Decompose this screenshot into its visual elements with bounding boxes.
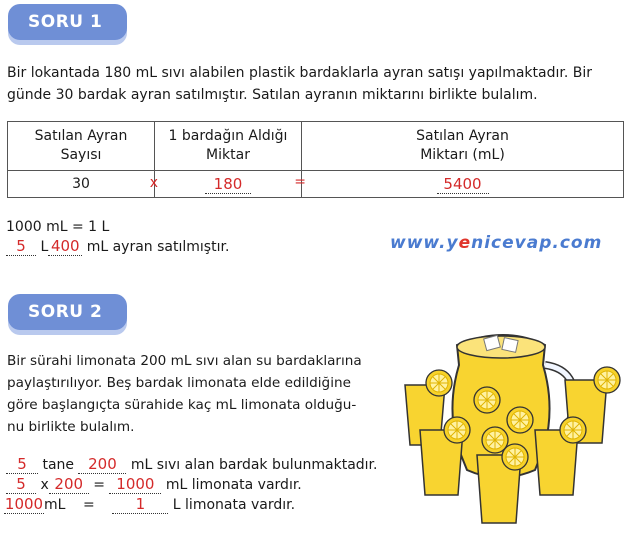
question-2-text-line-2: paylaştırılıyor. Beş bardak limonata elde edildiğine — [7, 375, 351, 391]
header-sold-count: Satılan Ayran Sayısı — [8, 122, 155, 171]
answer-ml: 400 — [48, 237, 82, 256]
answer-liters: 5 — [6, 237, 36, 256]
question-1-badge — [8, 4, 127, 40]
header-sold-amount: Satılan Ayran Miktarı (mL) — [302, 122, 624, 171]
question-2-text — [7, 350, 397, 438]
question-1-answer: 5 L 400 mL ayran satılmıştır. — [6, 237, 229, 256]
cell-amount — [155, 171, 306, 198]
answer-cup-amount: 180 — [205, 175, 251, 194]
question-2-text-line-4: nu birlikte bulalım. — [7, 419, 135, 435]
question-2-text-line-1: Bir sürahi limonata 200 mL sıvı alan su bardaklarına — [7, 353, 362, 369]
glass-5 — [477, 444, 528, 523]
question-2-line-1: 5 tane 200 mL sıvı alan bardak bulunmaktadır. — [6, 455, 377, 474]
question-1-badge-label: SORU 1 — [28, 12, 103, 32]
watermark: www.yenicevap.com — [390, 233, 603, 253]
question-2-line-2: 5 x 200 = 1000 mL limonata vardır. — [6, 475, 302, 494]
question-2-text-line-3: göre başlangıçta sürahide kaç mL limonata olduğu- — [7, 397, 357, 413]
cell-total — [302, 171, 624, 198]
equals-sign: = — [294, 174, 306, 190]
answer-total-ml: 5400 — [437, 175, 489, 194]
conversion-text: 1000 mL = 1 L — [6, 219, 110, 235]
question-2-badge — [8, 294, 127, 330]
header-cup-capacity: 1 bardağın Aldığı Miktar — [155, 122, 302, 171]
question-2-badge-label: SORU 2 — [28, 302, 103, 322]
question-2-line-3: 1000mL = 1 L limonata vardır. — [4, 495, 296, 513]
times-sign: x — [149, 175, 158, 191]
cell-count: 30 x — [8, 171, 155, 198]
lemonade-illustration — [395, 325, 630, 530]
ayran-table — [7, 121, 624, 198]
question-1-text-line-1: Bir lokantada 180 mL sıvı alabilen plastik bardaklarla ayran satışı yapılmaktadır. Bir — [7, 65, 592, 81]
question-1-text-line-2: günde 30 bardak ayran satılmıştır. Satılan ayranın miktarını birlikte bulalım. — [7, 87, 538, 103]
table-row — [8, 171, 624, 198]
question-1-text — [7, 62, 632, 106]
table-header-row — [8, 122, 624, 171]
